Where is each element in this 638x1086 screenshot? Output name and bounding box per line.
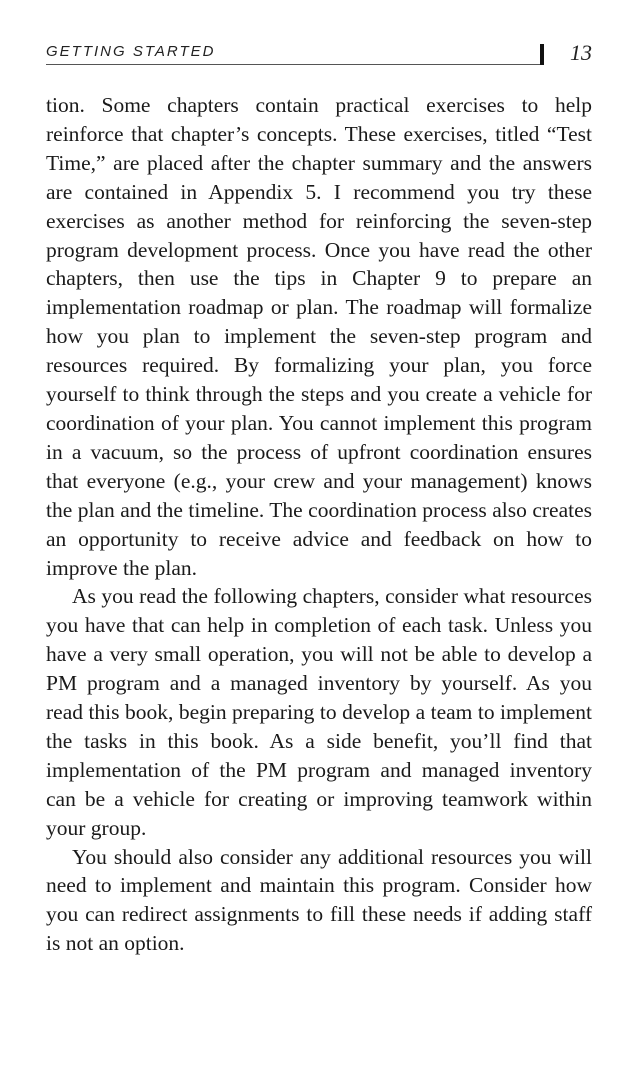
header-bar-mark bbox=[540, 44, 544, 65]
running-title: GETTING STARTED bbox=[46, 43, 216, 60]
header-rule bbox=[46, 64, 542, 65]
running-head bbox=[46, 40, 592, 66]
paragraph-1: tion. Some chapters contain practical exercises to help reinforce that chapter’s concepts. These exercises, titled “Test Time,” are placed after the chapter summary and the answers are contained in Appendix 5. I recommend you try these exercises as another method for reinforcing the seven-step program development process. Once you have read the other chapters, then use the tips in Chapter 9 to prepare an implementation roadmap or plan. The roadmap will formalize how you plan to implement the seven-step program and resources required. By formalizing your plan, you force yourself to think through the steps and you create a vehicle for coordination of your plan. You cannot implement this program in a vacuum, so the process of upfront coordination ensures that everyone (e.g., your crew and your management) knows the plan and the timeline. The coordination process also creates an opportunity to receive advice and feedback on how to improve the plan. bbox=[46, 93, 592, 580]
paragraph-2: As you read the following chapters, consider what resources you have that can help in completion of each task. Unless you have a very small operation, you will not be able to develop a PM program and a managed inventory by yourself. As you read this book, begin preparing to develop a team to implement the tasks in this book. As a side benefit, you’ll find that implementation of the PM program and managed inventory can be a vehicle for creating or improving teamwork within your group. bbox=[46, 584, 592, 840]
paragraph-3: You should also consider any additional resources you will need to implement and maintain this program. Consider how you can redirect assignments to fill these needs if adding staff is not an option. bbox=[46, 844, 592, 956]
body-text bbox=[46, 91, 592, 958]
page-number: 13 bbox=[570, 40, 592, 65]
